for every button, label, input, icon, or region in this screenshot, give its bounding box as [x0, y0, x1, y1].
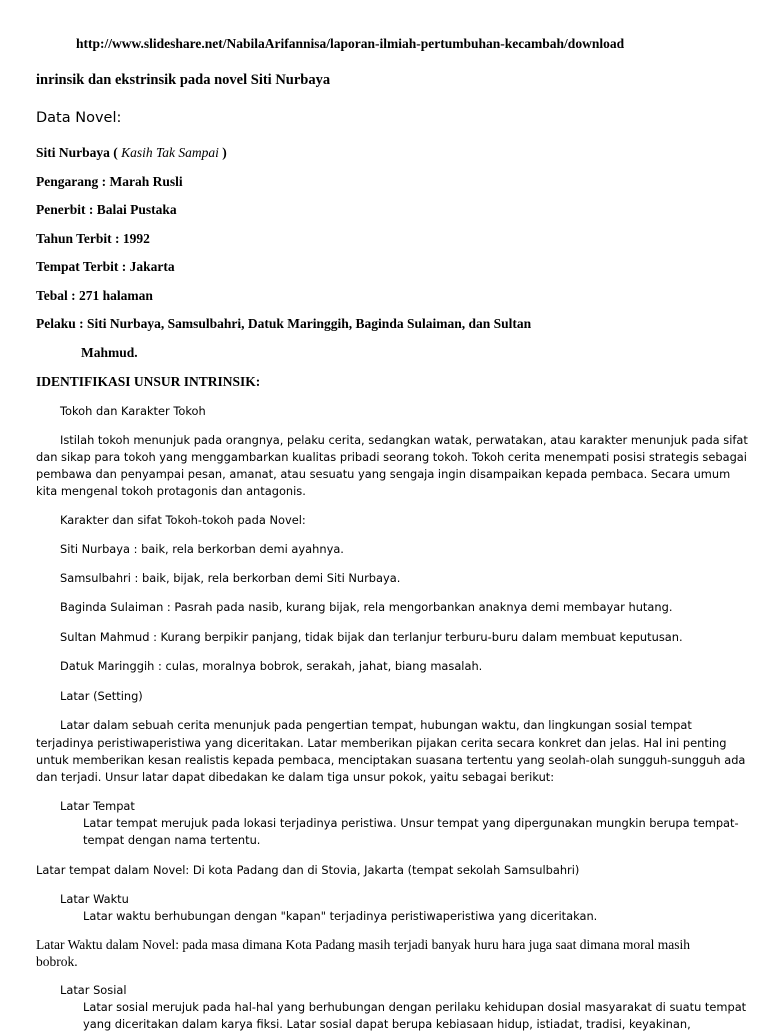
latar-tempat-novel: Latar tempat dalam Novel: Di kota Padang dan di Stovia, Jakarta (tempat sekolah Samsulbahri) — [36, 863, 580, 877]
document-title: inrinsik dan ekstrinsik pada novel Siti Nurbaya — [36, 72, 331, 88]
latar-tempat-heading: Latar Tempat — [60, 799, 135, 813]
tokoh-paragraph-line: dan sikap para tokoh yang menggambarkan kualitas pribadi seorang tokoh. Tokoh cerita menempati posisi strategis sebagai — [36, 450, 747, 464]
latar-sosial-heading: Latar Sosial — [60, 983, 127, 997]
novel-subtitle: Kasih Tak Sampai — [121, 145, 219, 160]
tokoh-paragraph-line: Istilah tokoh menunjuk pada orangnya, pelaku cerita, sedangkan watak, perwatakan, atau karakter menunjuk pada sifat — [60, 433, 748, 447]
karakter-item: Baginda Sulaiman : Pasrah pada nasib, kurang bijak, rela mengorbankan anaknya demi membayar hutang. — [60, 600, 673, 614]
tokoh-paragraph-line: pembawa dan penyampai pesan, amanat, atau sesuatu yang sengaja ingin disampaikan kepada pembaca. Secara umum — [36, 467, 731, 481]
latar-tempat-line: Latar tempat merujuk pada lokasi terjadinya peristiwa. Unsur tempat yang dipergunakan mungkin berupa tempat- — [83, 816, 739, 830]
novel-publisher: Penerbit : Balai Pustaka — [36, 202, 177, 217]
novel-title-suffix: ) — [218, 145, 227, 160]
novel-pages: Tebal : 271 halaman — [36, 288, 153, 303]
latar-paragraph-line: Latar dalam sebuah cerita menunjuk pada pengertian tempat, hubungan waktu, dan lingkungan sosial tempat — [60, 718, 692, 732]
latar-paragraph-line: untuk memberikan kesan realistis kepada pembaca, menciptakan suasana tertentu yang seolah-olah sungguh-sungguh ada — [36, 753, 746, 767]
source-url: http://www.slideshare.net/NabilaArifannisa/laporan-ilmiah-pertumbuhan-kecambah/download — [76, 36, 625, 51]
latar-waktu-novel-line: bobrok. — [36, 954, 78, 969]
novel-characters-line1: Pelaku : Siti Nurbaya, Samsulbahri, Datuk Maringgih, Baginda Sulaiman, dan Sultan — [36, 316, 532, 331]
karakter-item: Siti Nurbaya : baik, rela berkorban demi ayahnya. — [60, 542, 344, 556]
latar-tempat-line: tempat dengan nama tertentu. — [83, 833, 261, 847]
novel-title-line — [36, 145, 227, 161]
latar-waktu-line: Latar waktu berhubungan dengan "kapan" terjadinya peristiwaperistiwa yang diceritakan. — [83, 909, 598, 923]
novel-characters-line2: Mahmud. — [81, 345, 138, 360]
novel-title-prefix: Siti Nurbaya ( — [36, 145, 122, 160]
karakter-item: Datuk Maringgih : culas, moralnya bobrok, serakah, jahat, biang masalah. — [60, 659, 483, 673]
karakter-item: Sultan Mahmud : Kurang berpikir panjang, tidak bijak dan terlanjur terburu-buru dalam membuat keputusan. — [60, 630, 683, 644]
latar-paragraph-line: dan terjadi. Unsur latar dapat dibedakan ke dalam tiga unsur pokok, yaitu sebagai berikut: — [36, 770, 555, 784]
novel-author: Pengarang : Marah Rusli — [36, 174, 183, 189]
novel-place: Tempat Terbit : Jakarta — [36, 259, 175, 274]
latar-heading: Latar (Setting) — [60, 689, 143, 703]
karakter-item: Samsulbahri : baik, bijak, rela berkorban demi Siti Nurbaya. — [60, 571, 401, 585]
intrinsic-heading: IDENTIFIKASI UNSUR INTRINSIK: — [36, 374, 261, 389]
tokoh-heading: Tokoh dan Karakter Tokoh — [60, 404, 206, 418]
latar-waktu-heading: Latar Waktu — [60, 892, 129, 906]
latar-sosial-line: yang diceritakan dalam karya fiksi. Latar sosial dapat berupa kebiasaan hidup, istiadat, tradisi, keyakinan, — [83, 1017, 691, 1031]
novel-year: Tahun Terbit : 1992 — [36, 231, 150, 246]
latar-sosial-line: Latar sosial merujuk pada hal-hal yang berhubungan dengan perilaku kehidupan dosial masyarakat di suatu tempat — [83, 1000, 747, 1014]
data-novel-heading: Data Novel: — [36, 110, 122, 126]
karakter-heading: Karakter dan sifat Tokoh-tokoh pada Novel: — [60, 513, 306, 527]
latar-paragraph-line: terjadinya peristiwaperistiwa yang diceritakan. Latar memberikan pijakan cerita secara konkret dan jelas. Hal ini penting — [36, 736, 727, 750]
latar-waktu-novel-line: Latar Waktu dalam Novel: pada masa dimana Kota Padang masih terjadi banyak huru hara juga saat dimana moral masih — [36, 937, 690, 952]
tokoh-paragraph-line: kita mengenal tokoh protagonis dan antagonis. — [36, 484, 306, 498]
